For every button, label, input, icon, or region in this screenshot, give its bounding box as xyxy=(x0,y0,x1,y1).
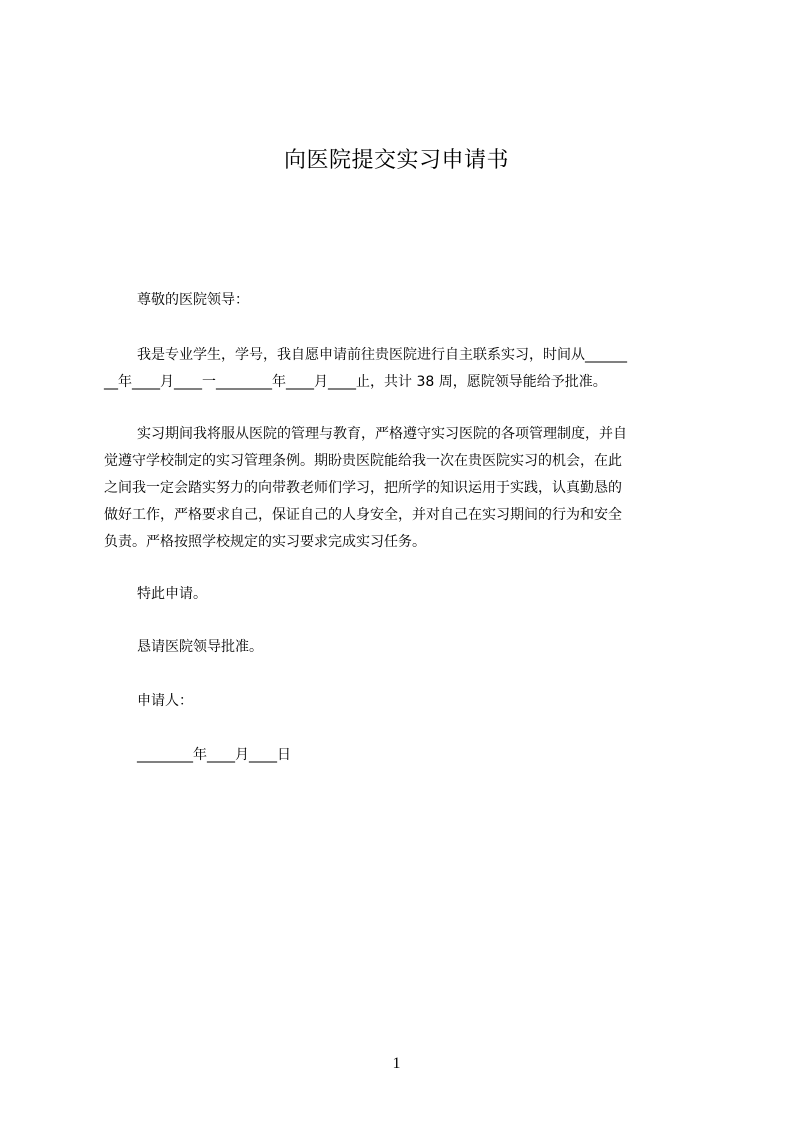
paragraph-2 xyxy=(104,425,700,560)
paragraph-2-line-2: 觉遵守学校制定的实习管理条例。期盼贵医院能给我一次在贵医院实习的机会，在此 xyxy=(104,453,622,469)
date-line: ________年____月____日 xyxy=(137,747,291,763)
page-number: 1 xyxy=(392,1055,401,1072)
paragraph-2-line-3: 之间我一定会踏实努力的向带教老师们学习，把所学的知识运用于实践，认真勤恳的 xyxy=(104,480,622,496)
paragraph-1-line-1: 我是专业学生，学号，我自愿申请前往贵医院进行自主联系实习，时间从______ xyxy=(137,347,627,363)
paragraph-2-line-4: 做好工作，严格要求自己，保证自己的人身安全，并对自己在实习期间的行为和安全 xyxy=(104,507,622,523)
paragraph-2-line-1: 实习期间我将服从医院的管理与教育，严格遵守实习医院的各项管理制度，并自 xyxy=(137,426,627,442)
applicant-label: 申请人： xyxy=(137,693,193,709)
paragraph-1-line-2: __年____月____一________年____月____止，共计 38 周，愿院领导能给予批准。 xyxy=(104,374,607,390)
document-title: 向医院提交实习申请书 xyxy=(283,148,509,173)
paragraph-2-line-5: 负责。严格按照学校规定的实习要求完成实习任务。 xyxy=(104,534,426,550)
greeting: 尊敬的医院领导： xyxy=(137,292,249,308)
approval-request: 恳请医院领导批准。 xyxy=(137,639,263,655)
closing-statement: 特此申请。 xyxy=(137,586,207,602)
